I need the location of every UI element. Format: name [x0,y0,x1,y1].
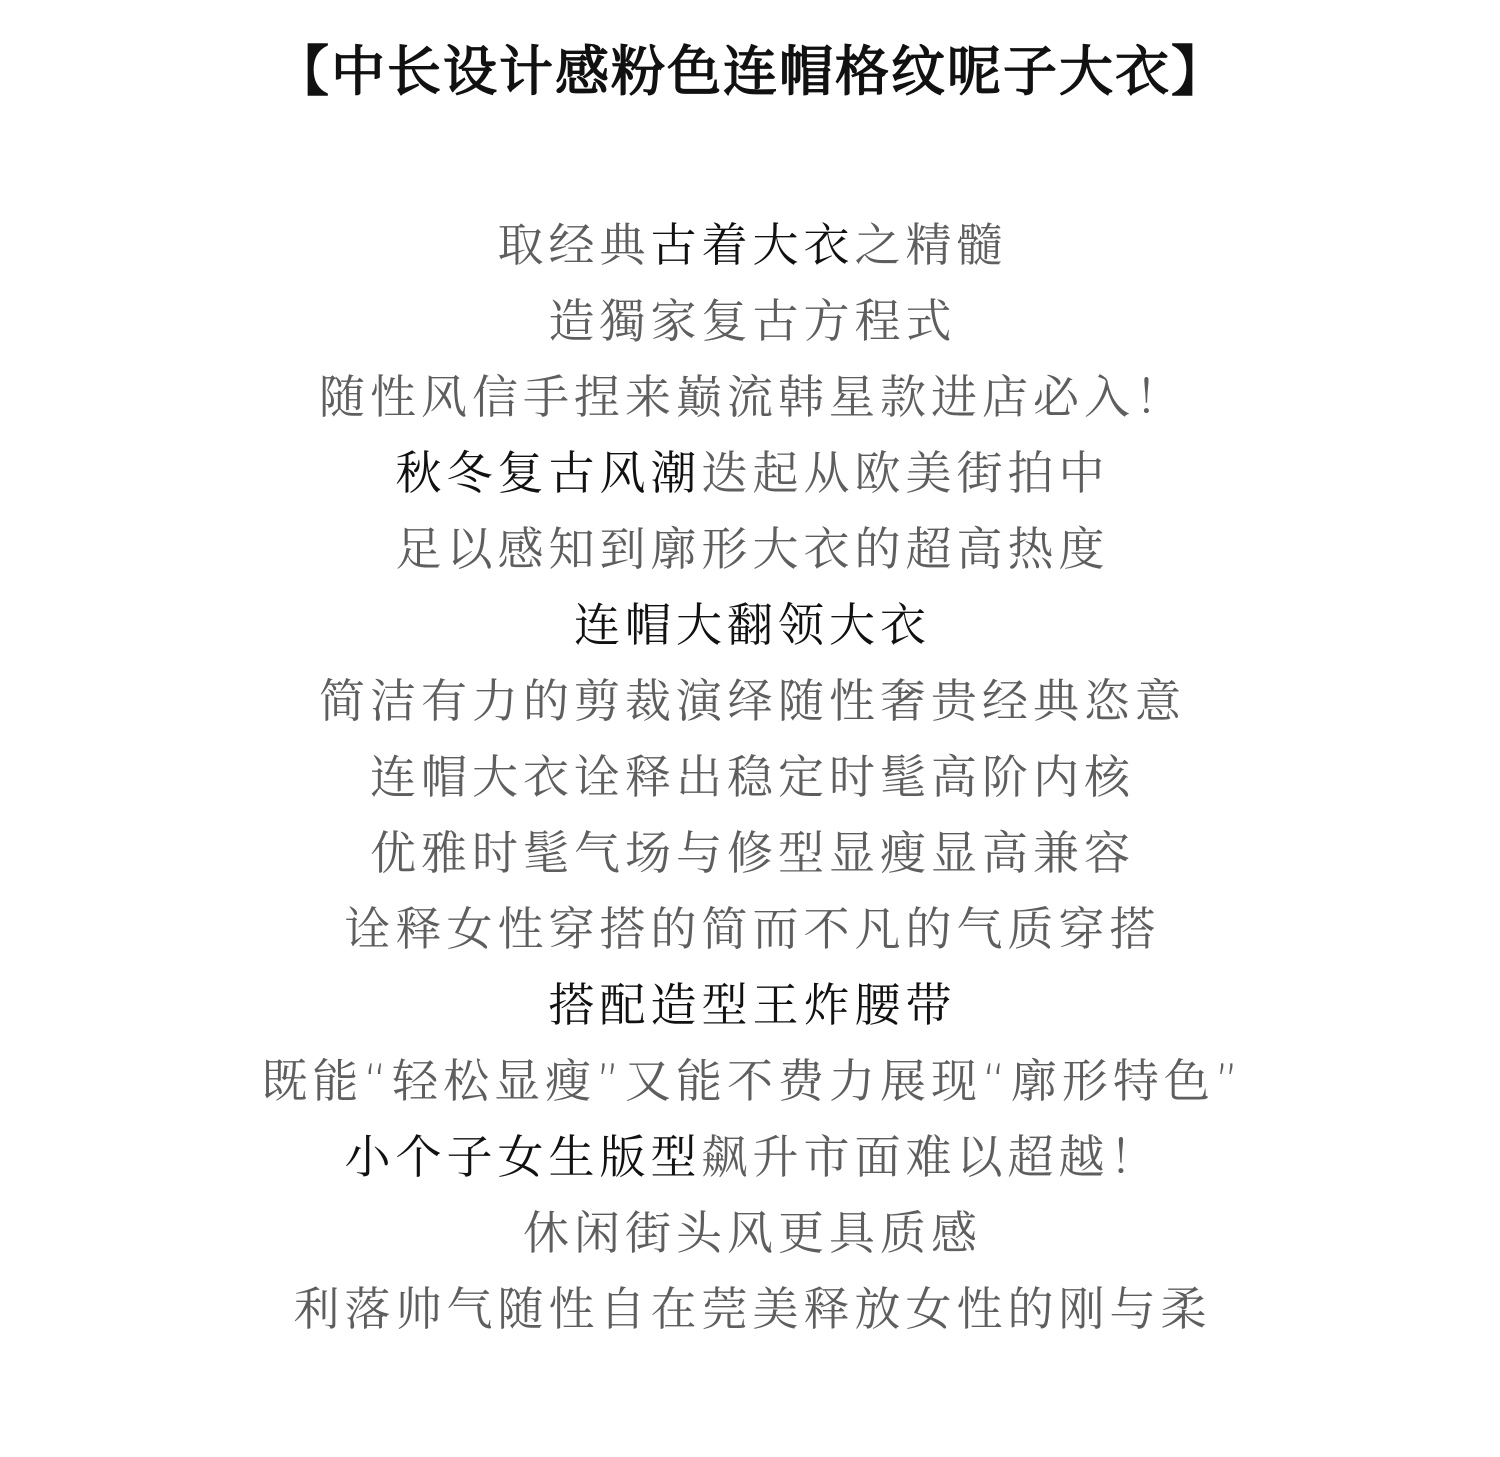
copy-text: 造獨家复古方程式 [548,294,957,348]
copy-line [0,815,1500,891]
copy-text: 既能“轻松显瘦”又能不费力展现“廓形特色” [261,1054,1244,1108]
highlight-text: 小个子女生版型 [344,1130,702,1184]
copy-line [0,1043,1500,1119]
copy-line [0,359,1500,435]
copy-text: 连帽大衣诠释出稳定时髦高阶内核 [370,750,1135,804]
copy-line [0,587,1500,663]
copy-text: 休闲街头风更具质感 [523,1206,982,1260]
copy-text: 随性风信手捏来巅流韩星款进店必入！ [319,370,1186,424]
copy-line [0,511,1500,587]
copy-text: 迭起从欧美街拍中 [701,446,1110,500]
copy-line [0,283,1500,359]
copy-text: 利落帅气随性自在莞美释放女性的刚与柔 [293,1282,1212,1336]
copy-line [0,1119,1500,1195]
highlight-text: 连帽大翻领大衣 [574,598,931,652]
copy-line [0,1271,1500,1347]
copy-text: 诠释女性穿搭的简而不凡的气质穿搭 [344,902,1161,956]
copy-text: 优雅时髦气场与修型显瘦显高兼容 [370,826,1135,880]
copy-line [0,967,1500,1043]
highlight-text: 古着大衣 [650,218,855,272]
copy-line [0,663,1500,739]
copy-line [0,739,1500,815]
copy-text: 取经典 [497,218,651,272]
copy-text: 简洁有力的剪裁演绎随性奢贵经典恣意 [319,674,1186,728]
copy-line [0,1195,1500,1271]
copy-text: 飙升市面难以超越！ [701,1130,1161,1184]
copy-line [0,435,1500,511]
highlight-text: 搭配造型王炸腰带 [548,978,957,1032]
highlight-text: 秋冬复古风潮 [395,446,702,500]
product-description [0,207,1500,1347]
copy-line [0,891,1500,967]
product-title: 【中长设计感粉色连帽格纹呢子大衣】 [275,40,1227,103]
copy-line [0,207,1500,283]
copy-text: 足以感知到廓形大衣的超高热度 [395,522,1110,576]
copy-text: 之精髓 [854,218,1008,272]
